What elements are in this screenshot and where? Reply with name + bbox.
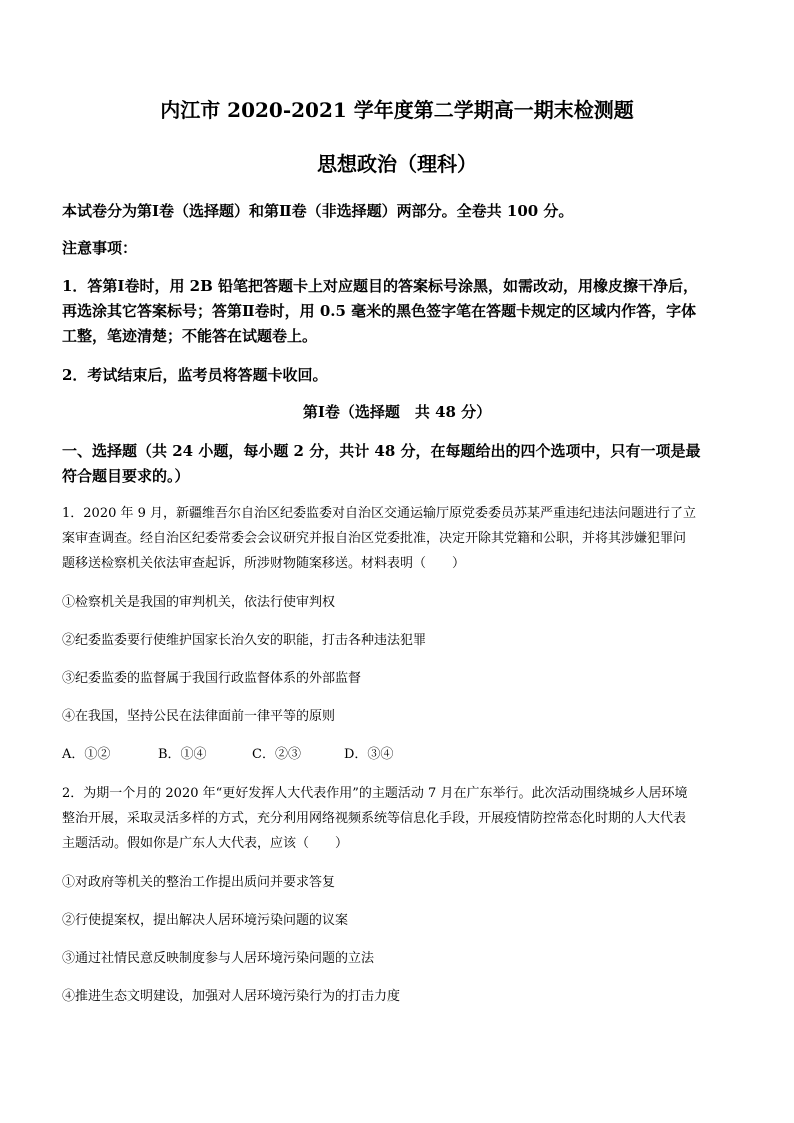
question-1-statement-4: ④在我国，坚持公民在法律面前一律平等的原则 bbox=[62, 709, 336, 724]
question-2-stem-line-3: 主题活动。假如你是广东人大代表，应该（ ） bbox=[62, 836, 349, 851]
question-1-stem-line-2: 案审查调查。经自治区纪委常委会会议研究并报自治区党委批准，决定开除其党籍和公职，并将其涉嫌犯罪问 bbox=[62, 531, 687, 546]
question-1-option-a[interactable]: A．①② bbox=[62, 747, 111, 762]
question-2-statement-3: ③通过社情民意反映制度参与人居环境污染问题的立法 bbox=[62, 951, 375, 966]
question-2-stem-line-1: 2．为期一个月的 2020 年“更好发挥人大代表作用”的主题活动 7 月在广东举行。此次活动围绕城乡人居环境 bbox=[62, 786, 688, 801]
question-2-stem-line-2: 整治开展，采取灵活多样的方式，充分利用网络视频系统等信息化手段，开展疫情防控常态化时期的人大代表 bbox=[62, 811, 687, 826]
question-1-option-d[interactable]: D．③④ bbox=[344, 747, 394, 762]
exam-title: 内江市 2020-2021 学年度第二学期高一期末检测题 bbox=[160, 98, 634, 122]
question-1-statement-2: ②纪委监委要行使维护国家长治久安的职能，打击各种违法犯罪 bbox=[62, 633, 427, 648]
question-1-stem-line-1: 1．2020 年 9 月，新疆维吾尔自治区纪委监委对自治区交通运输厅原党委委员苏某严重违纪违法问题进行了立 bbox=[62, 506, 697, 521]
question-1-stem-line-3: 题移送检察机关依法审查起诉，所涉财物随案移送。材料表明（ ） bbox=[62, 556, 466, 571]
question-1-statement-3: ③纪委监委的监督属于我国行政监督体系的外部监督 bbox=[62, 671, 362, 686]
question-1-option-b[interactable]: B．①④ bbox=[158, 747, 207, 762]
note-1-line-3: 工整，笔迹清楚；不能答在试题卷上。 bbox=[62, 327, 318, 345]
question-2-statement-4: ④推进生态文明建设，加强对人居环境污染行为的打击力度 bbox=[62, 989, 401, 1004]
question-1-option-c[interactable]: C．②③ bbox=[252, 747, 301, 762]
section-1-instructions-line-2: 符合题目要求的。） bbox=[62, 467, 190, 485]
section-1-title: 第Ⅰ卷（选择题 共 48 分） bbox=[302, 403, 492, 421]
notice-label: 注意事项： bbox=[62, 239, 138, 257]
question-1-statement-1: ①检察机关是我国的审判机关，依法行使审判权 bbox=[62, 595, 336, 610]
note-1-line-1: 1．答第Ⅰ卷时，用 2B 铅笔把答题卡上对应题目的答案标号涂黑，如需改动，用橡皮擦干净后， bbox=[62, 277, 699, 295]
note-2: 2．考试结束后，监考员将答题卡收回。 bbox=[62, 366, 328, 384]
question-2-statement-1: ①对政府等机关的整治工作提出质问并要求答复 bbox=[62, 875, 336, 890]
note-1-line-2: 再选涂其它答案标号；答第Ⅱ卷时，用 0.5 毫米的黑色签字笔在答题卡规定的区域内作答，字体 bbox=[62, 302, 697, 320]
section-1-instructions-line-1: 一、选择题（共 24 小题，每小题 2 分，共计 48 分，在每题给出的四个选项中，只有一项是最 bbox=[62, 442, 701, 460]
subject-title: 思想政治（理科） bbox=[317, 152, 477, 176]
question-1-options bbox=[62, 746, 393, 764]
paper-statement: 本试卷分为第Ⅰ卷（选择题）和第Ⅱ卷（非选择题）两部分。全卷共 100 分。 bbox=[62, 202, 574, 220]
question-2-statement-2: ②行使提案权，提出解决人居环境污染问题的议案 bbox=[62, 913, 349, 928]
